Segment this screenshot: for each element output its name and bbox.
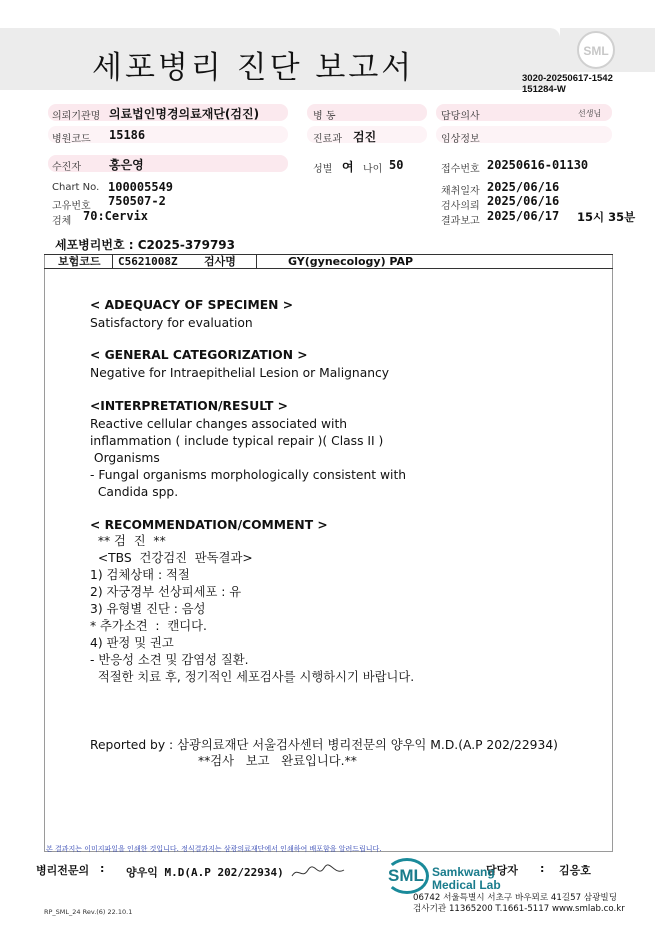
sex-label: 성별 xyxy=(313,164,333,175)
sex-value: 여 xyxy=(342,160,354,174)
result-time: 15시 35분 xyxy=(577,210,636,224)
chart-value: 100005549 xyxy=(108,180,174,194)
institution-label: 의뢰기관명 xyxy=(52,111,101,122)
general-title: < GENERAL CATEGORIZATION > xyxy=(90,348,308,362)
doctor-label: 담당의사 xyxy=(441,111,480,122)
request-label: 검사의뢰 xyxy=(441,201,480,212)
reported-by: Reported by : 삼광의료재단 서울검사센터 병리전문의 양우익 M.D.(A.P 202/22934) xyxy=(90,738,558,752)
manager-label: 담당자 xyxy=(486,864,518,877)
adequacy-title: < ADEQUACY OF SPECIMEN > xyxy=(90,298,294,312)
test-name-label: 검사명 xyxy=(204,255,236,268)
ward-label: 병 동 xyxy=(313,111,336,122)
signature-icon xyxy=(290,862,346,882)
age-value: 50 xyxy=(389,158,404,172)
department-value: 검진 xyxy=(353,130,377,144)
collect-value: 2025/06/16 xyxy=(487,180,560,194)
completed-notice: **검사 보고 완료입니다.** xyxy=(198,754,357,768)
brand-name: Samkwang Medical Lab xyxy=(432,865,501,892)
hospital-code-label: 병원코드 xyxy=(52,134,91,145)
receipt-value: 20250616-01130 xyxy=(487,158,589,172)
specimen-value: 70:Cervix xyxy=(83,209,149,223)
patient-label: 수진자 xyxy=(52,162,81,173)
patient-value: 홍은영 xyxy=(109,158,144,172)
clinical-info-label: 임상정보 xyxy=(441,134,480,145)
code-row xyxy=(44,254,613,269)
form-code: RP_SML_24 Rev.(6) 22.10.1 xyxy=(44,908,133,916)
sml-logo-icon: SML xyxy=(577,31,615,69)
age-label: 나이 xyxy=(363,164,383,175)
samkwang-logo-text: SML xyxy=(388,866,424,885)
institution-value: 의료법인명경의료재단(검진) xyxy=(109,107,260,121)
pathologist-value: 양우익 M.D(A.P 202/22934) xyxy=(126,866,284,879)
report-id: 3020-20250617-1542 151284-W xyxy=(522,73,613,95)
hospital-code-value: 15186 xyxy=(109,128,146,142)
manager-value: 김응호 xyxy=(559,864,591,877)
recommendation-text: ** 검 진 ** <TBS 건강검진 판독결과> 1) 검체상태 : 적절 2) 자궁경부 선상피세포 : 유 3) 유형별 진단 : 음성 * 추가소견 : 캔디다. 4) 판정 및 권고 - 반응성 소견 및 감염성 질환. 적절한 치료 후, 정기적인 세포검사를 시행하시기 바랍니다. xyxy=(90,534,415,684)
unique-label: 고유번호 xyxy=(52,201,91,212)
interpretation-text: Reactive cellular changes associated with inflammation ( include typical repair )( Class II ) Organisms - Fungal organisms morphologically consistent with Candida spp. xyxy=(90,417,407,499)
result-value: 2025/06/17 xyxy=(487,209,560,223)
unique-value: 750507-2 xyxy=(108,194,166,208)
collect-label: 채취일자 xyxy=(441,186,480,197)
adequacy-text: Satisfactory for evaluation xyxy=(90,316,253,330)
request-value: 2025/06/16 xyxy=(487,194,560,208)
test-name-value: GY(gynecology) PAP xyxy=(288,255,414,268)
cytology-number: 세포병리번호 : C2025-379793 xyxy=(55,238,235,252)
image-notice: 본 결과지는 이미지파일을 인쇄한 것입니다. 정식결과지는 삼광의료재단에서 인쇄하여 배포함을 알려드립니다. xyxy=(46,845,382,853)
address: 06742 서울특별시 서초구 바우뫼로 41길57 삼광빌딩 검사기관 11365200 T.1661-5117 www.smlab.co.kr xyxy=(413,893,625,914)
doctor-suffix: 선생님 xyxy=(578,109,602,118)
page-title: 세포병리 진단 보고서 xyxy=(92,50,415,86)
insurance-label: 보험코드 xyxy=(58,255,101,268)
insurance-value: C5621008Z xyxy=(118,255,178,268)
department-label: 진료과 xyxy=(313,134,342,145)
receipt-label: 접수번호 xyxy=(441,164,480,175)
chart-label: Chart No. xyxy=(52,182,100,193)
pathologist-label: 병리전문의 xyxy=(36,864,90,877)
specimen-label: 검체 xyxy=(52,216,72,227)
interpretation-title: <INTERPRETATION/RESULT > xyxy=(90,399,288,413)
general-text: Negative for Intraepithelial Lesion or Malignancy xyxy=(90,366,390,380)
result-label: 결과보고 xyxy=(441,216,480,227)
recommendation-title: < RECOMMENDATION/COMMENT > xyxy=(90,518,328,532)
